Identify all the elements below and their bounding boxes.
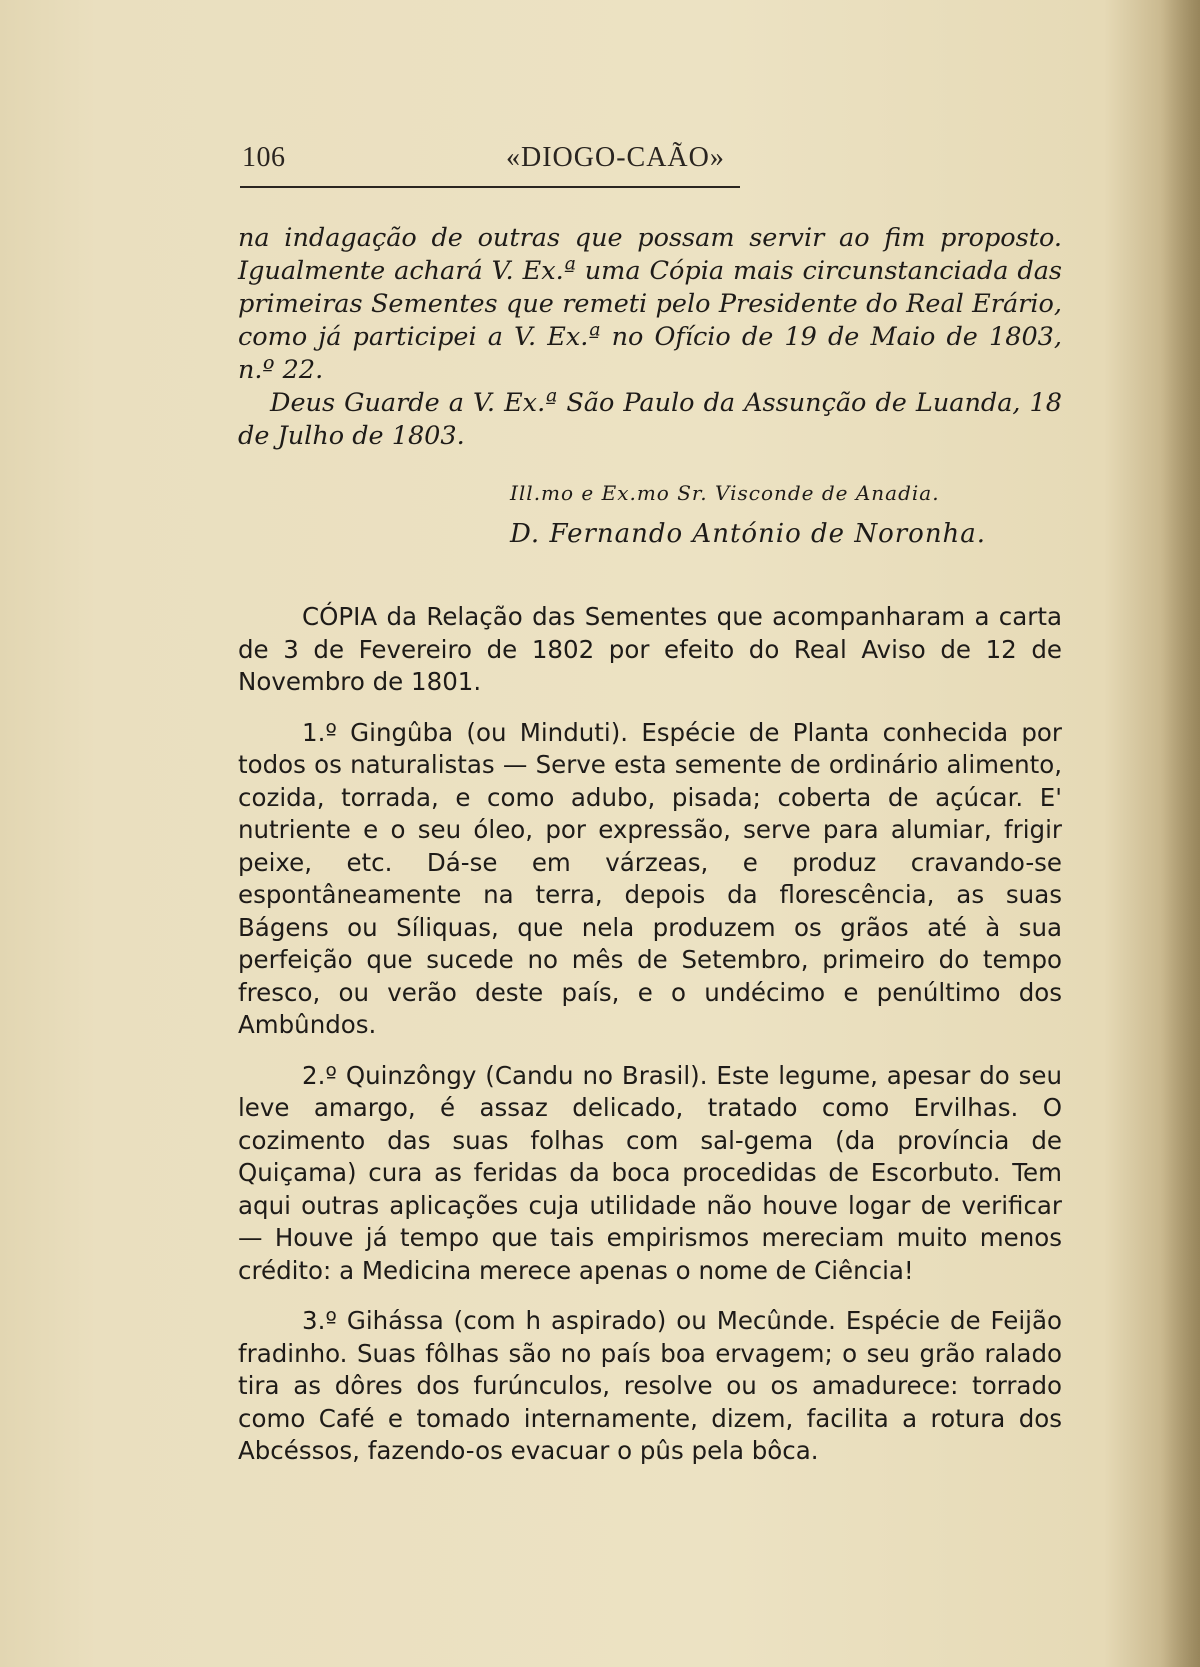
letter-salutation: Deus Guarde a V. Ex.ª São Paulo da Assunção de Luanda, 18 de Julho de 1803. (238, 388, 1062, 451)
seed-list (238, 601, 1062, 1468)
page-edge-shadow (1160, 0, 1200, 1667)
letter-addressee: Ill.mo e Ex.mo Sr. Visconde de Anadia. (510, 481, 940, 505)
letter-signature: D. Fernando António de Noronha. (510, 519, 987, 549)
letter-closing (238, 222, 1062, 549)
seed-item: 2.º Quinzôngy (Candu no Brasil). Este legume, apesar do seu leve amargo, é assaz delicado, tratado como Ervilhas. O cozimento das suas folhas com sal-gema (da província de Quiçama) cura as feridas da boca procedidas de Escorbuto. Tem aqui outras aplicações cuja utilidade não houve logar de verificar — Houve já tempo que tais empirismos mereciam muito menos crédito: a Medicina merece apenas o nome de Ciência! (238, 1060, 1062, 1285)
running-title: «DIOGO-CAÃO» (506, 142, 725, 173)
page-content (238, 222, 1062, 1486)
page-header (240, 142, 740, 188)
seed-item: 3.º Gihássa (com h aspirado) ou Mecûnde. Espécie de Feijão fradinho. Suas fôlhas são no país boa ervagem; o seu grão ralado tira as dôres dos furúnculos, resolve ou os amadurece: torrado como Café e tomado internamente, dizem, facilita a rotura dos Abcéssos, fazendo-os evacuar o pûs pela bôca. (238, 1306, 1062, 1465)
page-number: 106 (242, 142, 286, 173)
letter-paragraph: na indagação de outras que possam servir ao fim proposto. Igualmente achará V. Ex.ª uma Cópia mais circunstanciada das primeiras Sementes que remeti pelo Presidente do Real Erário, como já participei a V. Ex.ª no Ofício de 19 de Maio de 1803, n.º 22. (238, 223, 1062, 385)
seed-item: 1.º Gingûba (ou Minduti). Espécie de Planta conhecida por todos os naturalistas — Serve esta semente de ordinário alimento, cozida, torrada, e como adubo, pisada; coberta de açúcar. E' nutriente e o seu óleo, por expressão, serve para alumiar, frigir peixe, etc. Dá-se em várzeas, e produz cravando-se espontâneamente na terra, depois da florescência, as suas Bágens ou Síliquas, que nela produzem os grãos até à sua perfeição que sucede no mês de Setembro, primeiro do tempo fresco, ou verão deste país, e o undécimo e penúltimo dos Ambûndos. (238, 717, 1062, 1039)
seed-list-intro: CÓPIA da Relação das Sementes que acompanharam a carta de 3 de Fevereiro de 1802 por efeito do Real Aviso de 12 de Novembro de 1801. (238, 602, 1062, 696)
